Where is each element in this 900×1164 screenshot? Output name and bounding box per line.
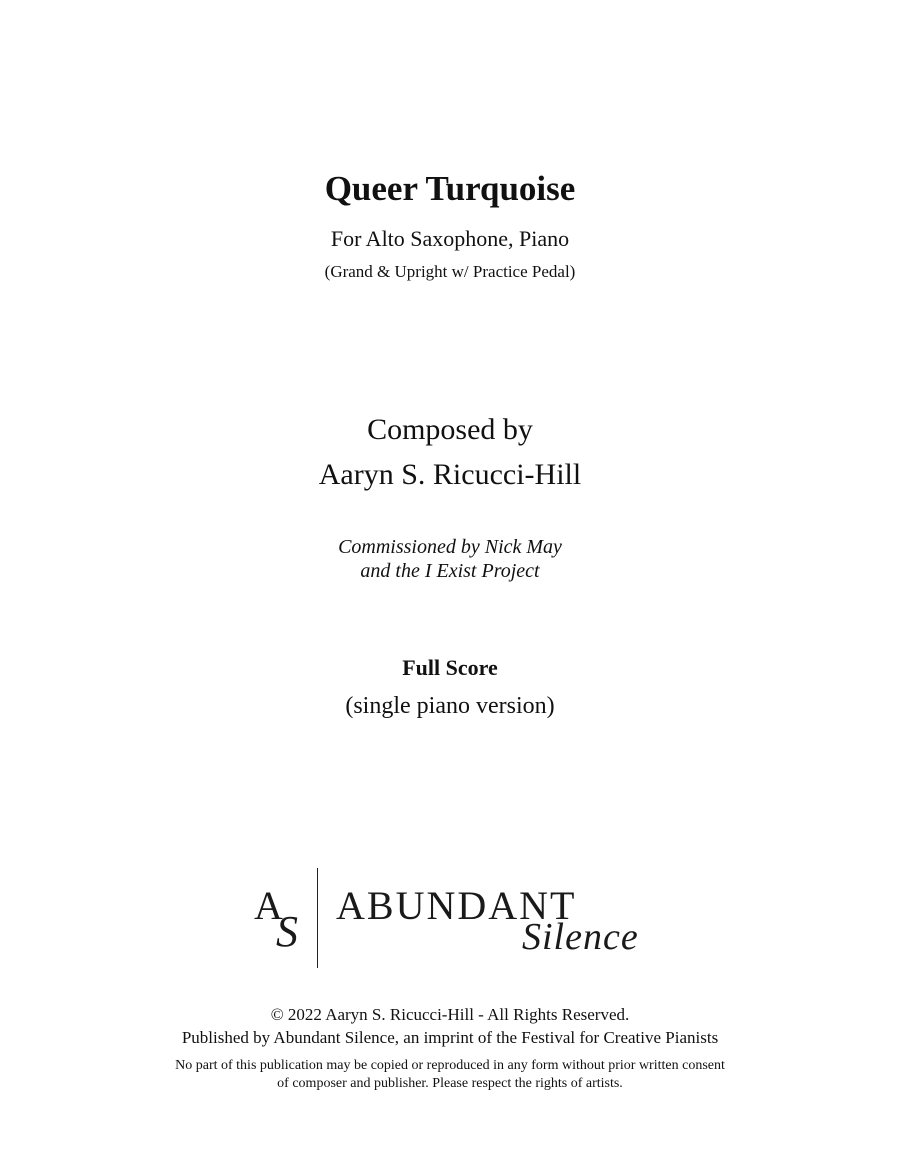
logo-script-word: Silence <box>522 916 639 958</box>
logo-monogram-s: S <box>276 907 298 956</box>
composed-by-label: Composed by <box>367 413 533 446</box>
commission-line-1: Commissioned by Nick May <box>338 536 562 558</box>
rights-notice-line-2: of composer and publisher. Please respect the rights of artists. <box>277 1076 623 1091</box>
copyright-notice: © 2022 Aaryn S. Ricucci-Hill - All Rights Reserved. <box>270 1005 630 1024</box>
score-title: Queer Turquoise <box>324 169 576 208</box>
composer-name: Aaryn S. Ricucci-Hill <box>318 458 582 491</box>
publisher-notice: Published by Abundant Silence, an imprint of the Festival for Creative Pianists <box>181 1028 719 1047</box>
logo-wordmark: ABUNDANT <box>336 883 577 928</box>
logo-divider <box>317 868 318 968</box>
publisher-logo <box>240 862 660 976</box>
logo-monogram-a: A <box>254 883 283 928</box>
instrumentation: For Alto Saxophone, Piano <box>330 226 570 251</box>
rights-notice-line-1: No part of this publication may be copied or reproduced in any form without prior written consent <box>175 1058 725 1073</box>
score-version: (single piano version) <box>345 693 555 719</box>
instrumentation-note: (Grand & Upright w/ Practice Pedal) <box>324 262 576 281</box>
commission-line-2: and the I Exist Project <box>360 560 540 582</box>
score-type: Full Score <box>402 655 498 680</box>
